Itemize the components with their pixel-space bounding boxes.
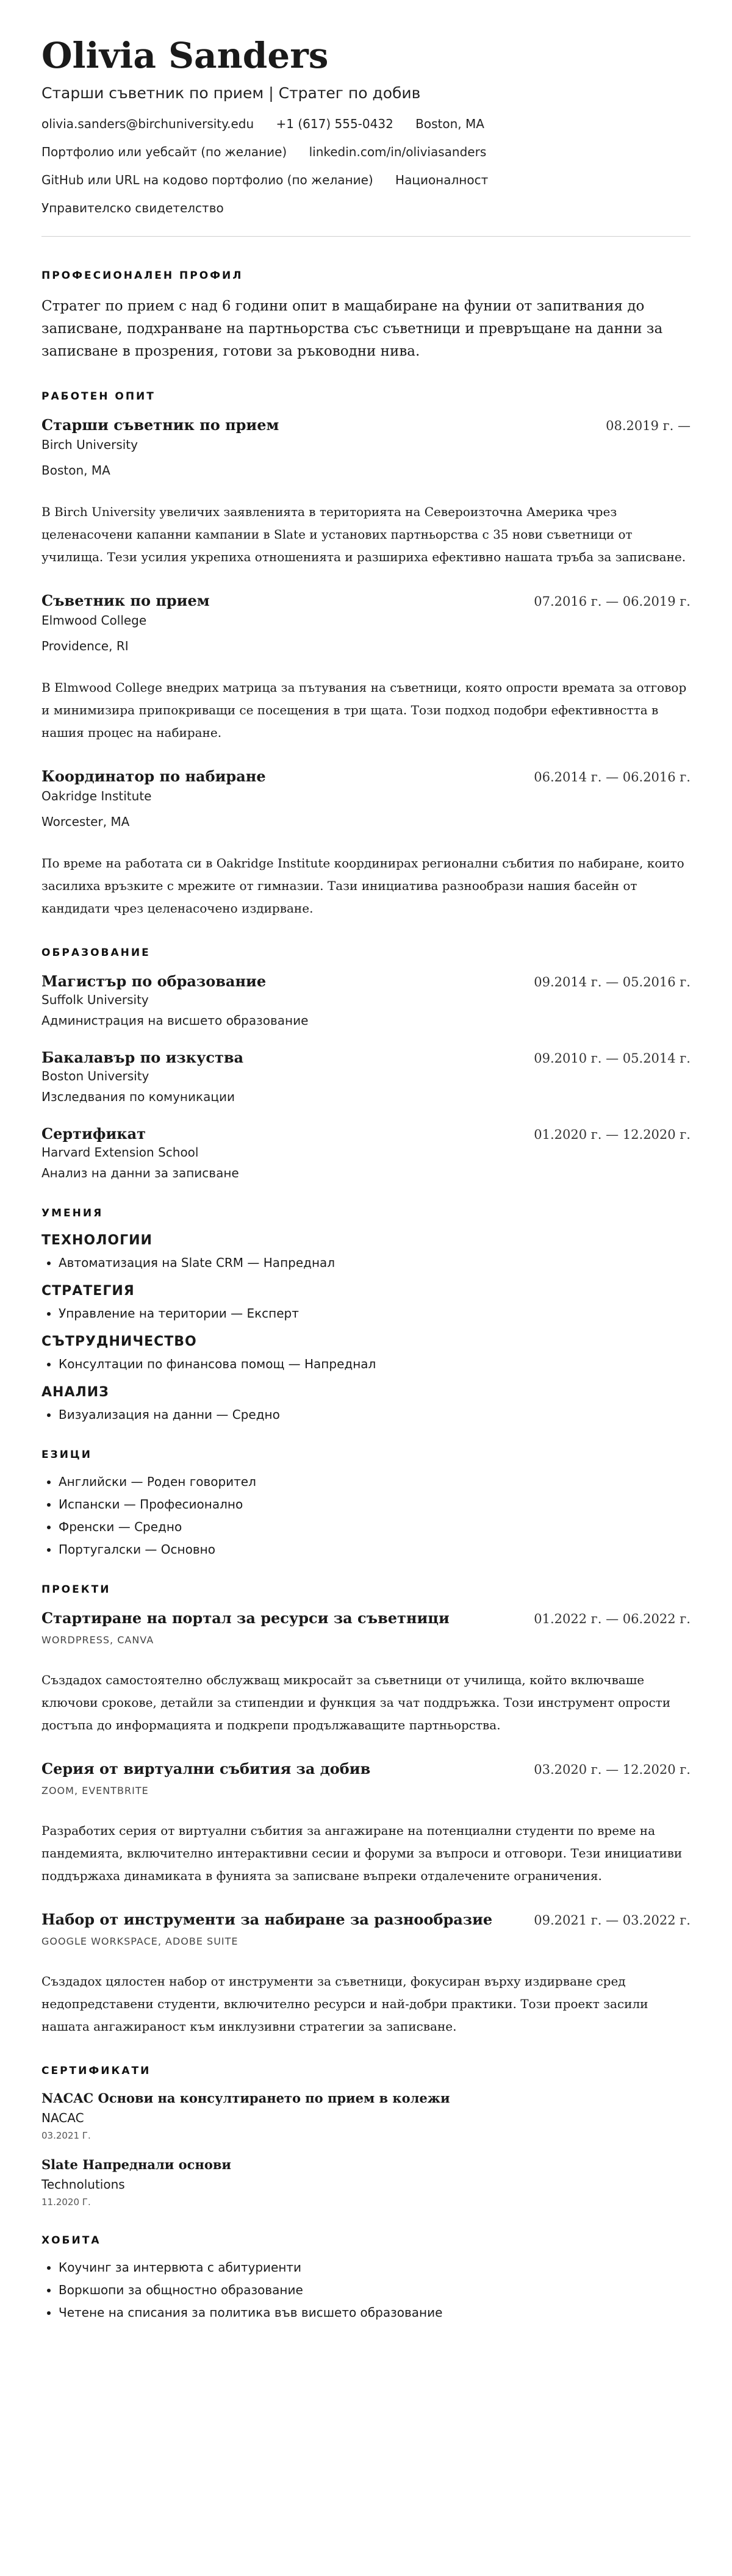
education-heading: ОБРАЗОВАНИЕ [41, 946, 151, 959]
skill-category: СТРАТЕГИЯ [41, 1283, 135, 1299]
language-item: • Английски — Роден говорител [59, 1474, 691, 1489]
education-entry [41, 1049, 691, 1104]
degree-dates: 09.2014 г. — 05.2016 г. [534, 974, 691, 989]
skill-category: АНАЛИЗ [41, 1384, 109, 1400]
study-field: Анализ на данни за записване [41, 1165, 239, 1180]
job-dates: 06.2014 г. — 06.2016 г. [534, 769, 691, 784]
contact-location: Boston, MA [415, 116, 484, 131]
project-description: Разработих серия от виртуални събития за ангажиране на потенциални студенти по време на пандемията, включително интерактивни сесии и форуми за въпроси и отговори. Тези инициативи поддържаха динамиката в фунията за записване въпреки отдалечените ограничения. [41, 1823, 683, 1883]
hobby-item: • Коучинг за интервюта с абитуриенти [59, 2260, 691, 2275]
hobbies-heading: ХОБИТА [41, 2234, 101, 2247]
projects-heading: ПРОЕКТИ [41, 1583, 111, 1596]
contact-license: Управителско свидетелство [41, 200, 224, 215]
job-title: Старши съветник по прием [41, 415, 279, 434]
profile-section [41, 270, 691, 364]
contact-portfolio[interactable]: Портфолио или уебсайт (по желание) [41, 144, 287, 159]
education-section [41, 947, 691, 1180]
project-description: Създадох самостоятелно обслужващ микросайт за съветници от училища, който включваше ключови срокове, детайли за стипендии и функция за чат поддръжка. Този инструмент опрости достъпа до информацията и подкрепи продължаващите партньорства. [41, 1672, 671, 1732]
contact-linkedin[interactable]: linkedin.com/in/oliviasanders [309, 144, 487, 159]
skill-list [41, 1306, 691, 1321]
skill-list [41, 1255, 691, 1270]
job-description: В Birch University увеличих заявленията в територията на Североизточна Америка чрез целенасочени капанни кампании в Slate и установих партньорства с 35 нови съветници от училища. Тези усилия укрепиха отношенията и разшириха ефективно нашата тръба за записване. [41, 504, 686, 564]
study-field: Администрация на висшето образование [41, 1013, 309, 1028]
skill-item: • Визуализация на данни — Средно [59, 1407, 691, 1422]
profile-summary: Стратег по прием с над 6 години опит в мащабиране на фунии от запитвания до записване, подхранване на партньорства със съветници и превръщане на данни за записване в прозрения, готови за ръководни нива. [41, 298, 663, 360]
job-employer: Birch University [41, 437, 138, 452]
skill-list [41, 1407, 691, 1422]
degree-dates: 09.2010 г. — 05.2014 г. [534, 1050, 691, 1066]
skill-category: ТЕХНОЛОГИИ [41, 1232, 152, 1248]
job-title: Съветник по прием [41, 591, 210, 609]
header-divider [41, 236, 691, 237]
project-entry [41, 1760, 691, 1887]
experience-entry [41, 416, 691, 569]
project-name: Стартиране на портал за ресурси за съветници [41, 1609, 450, 1627]
job-employer: Oakridge Institute [41, 788, 152, 803]
certificate-name: NACAC Основи на консултирането по прием в колежи [41, 2090, 450, 2106]
job-description: По време на работата си в Oakridge Institute координирах регионални събития по набиране, които засилиха връзките с мрежите от гимназии. Тази инициатива разнообрази нашия басейн от кандидати чрез целенасочено издирване. [41, 855, 684, 916]
job-description: В Elmwood College внедрих матрица за пътувания на съветници, която опрости времата за отговор и минимизира припокриващи се посещения в три щата. Този подход подобри ефективността в нашия процес на набиране. [41, 680, 687, 740]
contact-phone[interactable]: +1 (617) 555-0432 [276, 116, 393, 131]
experience-section [41, 390, 691, 920]
education-entry [41, 1125, 691, 1180]
certificate-entry [41, 2157, 691, 2208]
contact-github[interactable]: GitHub или URL на кодово портфолио (по желание) [41, 172, 373, 187]
skill-category: СЪТРУДНИЧЕСТВО [41, 1333, 197, 1349]
resume-header [41, 37, 691, 215]
languages-section [41, 1449, 691, 1557]
skill-item: • Автоматизация на Slate CRM — Напреднал [59, 1255, 691, 1270]
degree-title: Бакалавър по изкуства [41, 1048, 244, 1066]
language-list [41, 1474, 691, 1557]
project-name: Набор от инструменти за набиране за разнообразие [41, 1910, 493, 1928]
languages-heading: ЕЗИЦИ [41, 1448, 92, 1461]
language-item: • Испански — Професионално [59, 1497, 691, 1512]
contact-line-1 [41, 117, 691, 131]
project-entry [41, 1910, 691, 2038]
study-field: Изследвания по комуникации [41, 1089, 235, 1104]
language-item: • Португалски — Основно [59, 1542, 691, 1557]
candidate-headline: Старши съветник по прием | Стратег по добив [41, 84, 421, 102]
job-location: Providence, RI [41, 638, 129, 653]
skills-section [41, 1207, 691, 1422]
certificate-date: 03.2021 Г. [41, 2129, 91, 2141]
hobbies-section [41, 2234, 691, 2320]
experience-entry [41, 592, 691, 744]
project-entry [41, 1609, 691, 1737]
certificate-name: Slate Напреднали основи [41, 2156, 231, 2172]
profile-heading: ПРОФЕСИОНАЛЕН ПРОФИЛ [41, 269, 243, 282]
projects-section [41, 1584, 691, 2038]
certificate-date: 11.2020 Г. [41, 2196, 91, 2208]
job-location: Boston, MA [41, 462, 110, 478]
job-title: Координатор по набиране [41, 767, 266, 785]
degree-title: Магистър по образование [41, 972, 267, 990]
job-employer: Elmwood College [41, 612, 147, 628]
degree-title: Сертификат [41, 1124, 146, 1143]
certificate-issuer: NACAC [41, 2110, 84, 2125]
candidate-name: Olivia Sanders [41, 35, 329, 76]
contact-line-2 [41, 145, 691, 159]
skill-list [41, 1357, 691, 1371]
project-tech: GOOGLE WORKSPACE, ADOBE SUITE [41, 1935, 239, 1947]
language-item: • Френски — Средно [59, 1519, 691, 1534]
hobby-item: • Воркшопи за общностно образование [59, 2283, 691, 2297]
certificate-entry [41, 2090, 691, 2141]
certificates-heading: СЕРТИФИКАТИ [41, 2064, 151, 2077]
school-name: Suffolk University [41, 992, 149, 1007]
project-dates: 03.2020 г. — 12.2020 г. [534, 1762, 691, 1777]
job-dates: 08.2019 г. — [606, 418, 691, 433]
project-description: Създадох цялостен набор от инструменти за съветници, фокусиран върху издирване сред недопредставени студенти, включително ресурси и най-добри практики. Този проект засили нашата ангажираност към инклузивни стратегии за записване. [41, 1973, 648, 2034]
skill-item: • Консултации по финансова помощ — Напреднал [59, 1357, 691, 1371]
job-location: Worcester, MA [41, 814, 130, 829]
project-name: Серия от виртуални събития за добив [41, 1759, 371, 1778]
project-dates: 01.2022 г. — 06.2022 г. [534, 1611, 691, 1626]
education-entry [41, 972, 691, 1028]
job-dates: 07.2016 г. — 06.2019 г. [534, 594, 691, 609]
contact-line-4 [41, 201, 691, 215]
project-tech: ZOOM, EVENTBRITE [41, 1784, 149, 1796]
contact-nationality: Националност [395, 172, 489, 187]
certificates-section [41, 2065, 691, 2208]
experience-entry [41, 767, 691, 920]
certificate-issuer: Technolutions [41, 2176, 125, 2192]
hobby-item: • Четене на списания за политика във висшето образование [59, 2305, 691, 2320]
project-tech: WORDPRESS, CANVA [41, 1634, 154, 1646]
hobby-list [41, 2260, 691, 2320]
contact-email[interactable]: olivia.sanders@birchuniversity.edu [41, 116, 254, 131]
school-name: Boston University [41, 1068, 149, 1083]
contact-line-3 [41, 173, 691, 187]
experience-heading: РАБОТЕН ОПИТ [41, 390, 156, 403]
skills-heading: УМЕНИЯ [41, 1207, 104, 1219]
project-dates: 09.2021 г. — 03.2022 г. [534, 1912, 691, 1928]
skill-item: • Управление на територии — Експерт [59, 1306, 691, 1321]
school-name: Harvard Extension School [41, 1144, 199, 1160]
degree-dates: 01.2020 г. — 12.2020 г. [534, 1127, 691, 1142]
